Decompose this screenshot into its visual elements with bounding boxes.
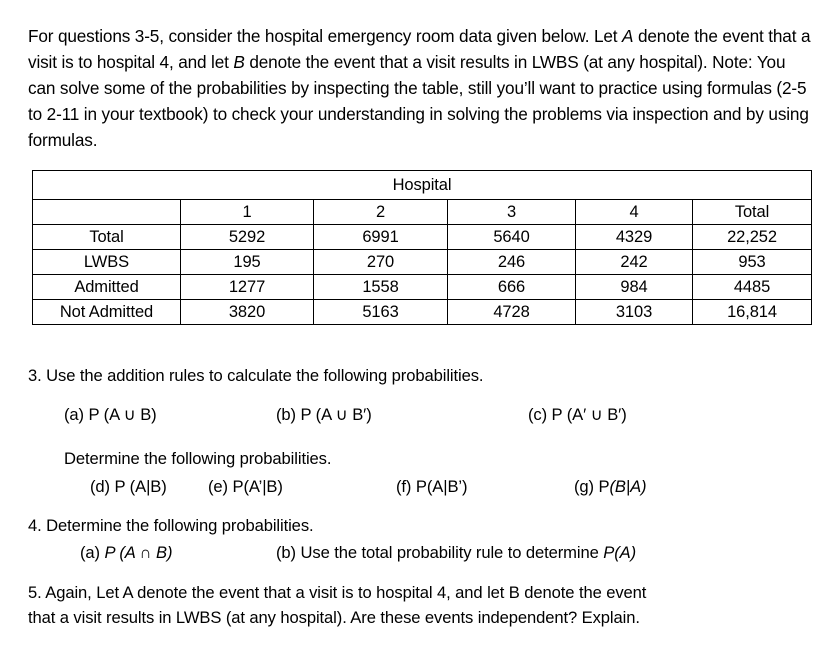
cell-total-h1: 5292 [181, 225, 314, 250]
question-3-item-f: (f) P(A|B’) [396, 477, 468, 496]
cell-not-admitted-h2: 5163 [314, 300, 448, 325]
question-3-item-c: (c) P (A′ ∪ B′) [528, 405, 627, 424]
table-row [33, 250, 812, 275]
cell-not-admitted-h4: 3103 [576, 300, 693, 325]
cell-admitted-h1: 1277 [181, 275, 314, 300]
cell-not-admitted-h3: 4728 [448, 300, 576, 325]
row-label-admitted: Admitted [33, 275, 181, 300]
question-3-sub-stem: Determine the following probabilities. [64, 449, 332, 468]
question-4-item-b-prefix: (b) Use the total probability rule to determine [276, 543, 604, 562]
table-header-row [33, 200, 812, 225]
question-3-stem: 3. Use the addition rules to calculate the following probabilities. [28, 366, 484, 385]
question-3 [28, 363, 808, 502]
intro-paragraph [28, 23, 816, 153]
cell-total-h3: 5640 [448, 225, 576, 250]
row-label-lwbs: LWBS [33, 250, 181, 275]
cell-total-total: 22,252 [693, 225, 812, 250]
intro-text-part1: For questions 3-5, consider the hospital emergency room data given below. Let [28, 26, 623, 47]
question-3-item-b: (b) P (A ∪ B′) [276, 405, 372, 424]
row-label-not-admitted: Not Admitted [33, 300, 181, 325]
column-header-4: 4 [576, 200, 693, 225]
question-3-item-g [574, 474, 646, 499]
hospital-table-container [32, 170, 811, 325]
question-5-line-2: that a visit results in LWBS (at any hospital). Are these events independent? Explain. [28, 608, 640, 627]
cell-lwbs-total: 953 [693, 250, 812, 275]
table-title-cell: Hospital [33, 171, 812, 200]
question-4-item-a [80, 540, 172, 565]
intro-text-part2: denote the event that a visit is to hospital 4, and let [28, 26, 816, 73]
question-4-item-a-prefix: (a) [80, 543, 105, 562]
question-3-item-a: (a) P (A ∪ B) [64, 405, 157, 424]
table-corner-cell [33, 200, 181, 225]
column-header-3: 3 [448, 200, 576, 225]
cell-lwbs-h1: 195 [181, 250, 314, 275]
question-4-item-b-expression: P(A) [603, 543, 637, 562]
cell-admitted-total: 4485 [693, 275, 812, 300]
column-header-2: 2 [314, 200, 448, 225]
row-label-total: Total [33, 225, 181, 250]
table-title-row [33, 171, 812, 200]
question-3-items-abc [28, 402, 808, 432]
cell-lwbs-h2: 270 [314, 250, 448, 275]
cell-admitted-h2: 1558 [314, 275, 448, 300]
hospital-data-table [32, 170, 812, 325]
question-3-item-d: (d) P (A|B) [90, 477, 167, 496]
question-4-stem: 4. Determine the following probabilities. [28, 516, 314, 535]
cell-total-h4: 4329 [576, 225, 693, 250]
question-4 [28, 513, 808, 568]
cell-total-h2: 6991 [314, 225, 448, 250]
question-3-items-defg [28, 474, 808, 502]
question-3-item-g-expression: (B|A) [609, 477, 647, 496]
intro-text-part3: denote the event that a visit results in LWBS (at any hospital). Note: You can solve some of the probabilities by inspecting the table, still you’ll want to practice using formulas (2-5 to 2-11 in your textbook) to check your understanding in solving the problems via inspection and by using formulas. [28, 52, 814, 151]
cell-lwbs-h4: 242 [576, 250, 693, 275]
question-4-item-a-expression: P (A ∩ B) [104, 543, 173, 562]
cell-not-admitted-total: 16,814 [693, 300, 812, 325]
cell-admitted-h4: 984 [576, 275, 693, 300]
question-4-items [28, 540, 808, 568]
question-3-item-e: (e) P(A’|B) [208, 477, 283, 496]
cell-admitted-h3: 666 [448, 275, 576, 300]
intro-variable-a: A [622, 26, 634, 47]
cell-lwbs-h3: 246 [448, 250, 576, 275]
table-row [33, 300, 812, 325]
question-4-item-b [276, 540, 636, 565]
question-3-item-g-prefix: (g) P [574, 477, 610, 496]
column-header-1: 1 [181, 200, 314, 225]
intro-variable-b: B [233, 52, 245, 73]
question-5 [28, 580, 818, 630]
question-5-line-1: 5. Again, Let A denote the event that a visit is to hospital 4, and let B denote the event [28, 583, 647, 602]
cell-not-admitted-h1: 3820 [181, 300, 314, 325]
column-header-total: Total [693, 200, 812, 225]
table-row [33, 225, 812, 250]
table-row [33, 275, 812, 300]
